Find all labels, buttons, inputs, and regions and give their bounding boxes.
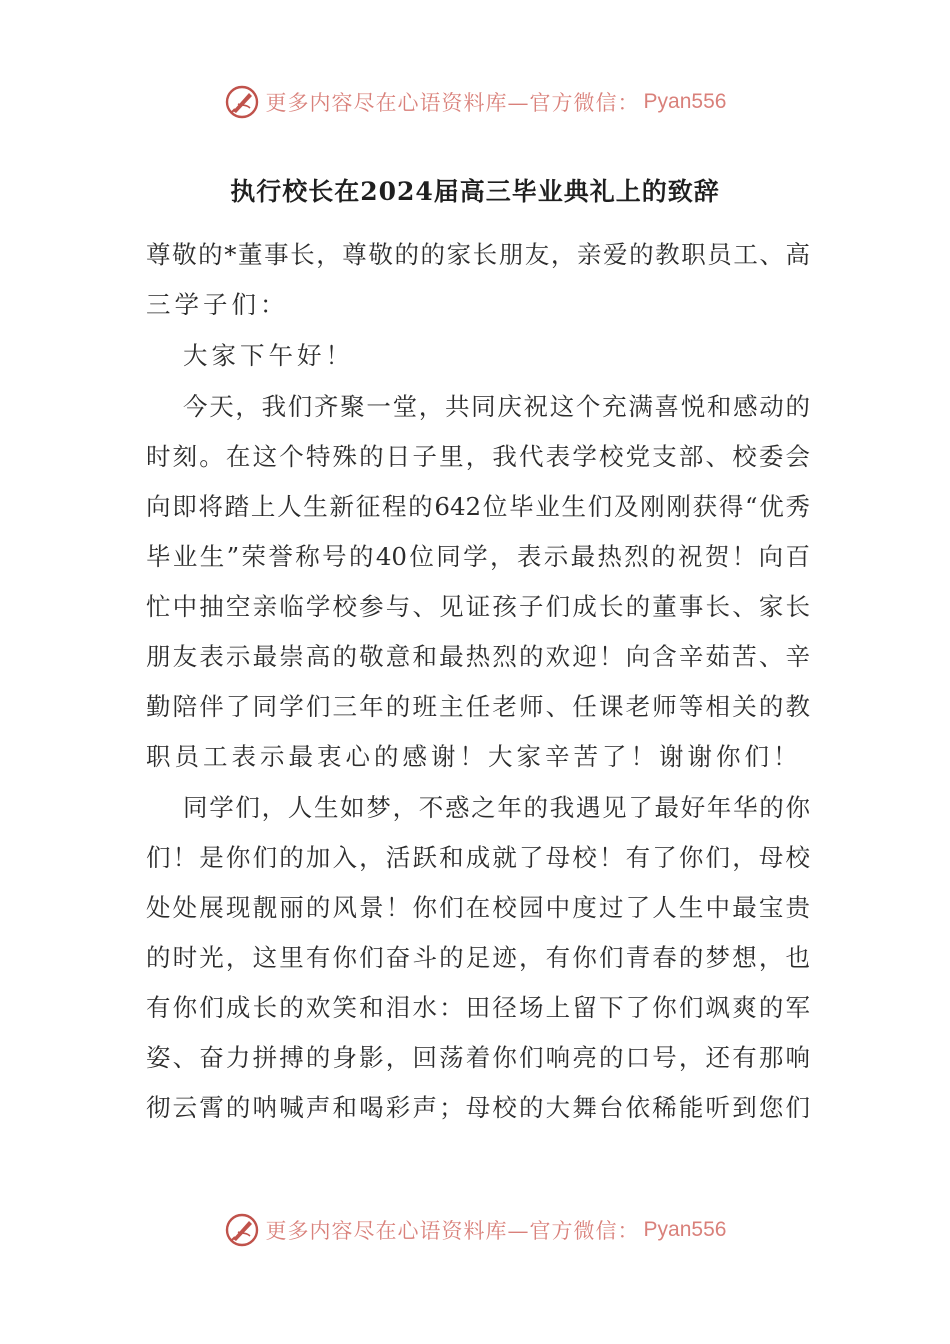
text-line: 同学们，人生如梦，不惑之年的我遇见了最好年华的你 xyxy=(183,793,810,822)
wechat-id: Pyan556 xyxy=(643,1218,727,1241)
text-line: 们！是你们的加入，活跃和成就了母校！有了你们，母校 xyxy=(146,843,810,872)
text-line: 职员工表示最衷心的感谢！大家辛苦了！谢谢你们！ xyxy=(146,742,802,771)
text-line: 彻云霄的呐喊声和喝彩声；母校的大舞台依稀能听到您们 xyxy=(146,1093,810,1122)
text-line: 处处展现靓丽的风景！你们在校园中度过了人生中最宝贵 xyxy=(146,893,810,922)
text-line: 向即将踏上人生新征程的642位毕业生们及刚刚获得“优秀 xyxy=(146,492,810,521)
text-line: 三学子们： xyxy=(146,290,289,319)
banner-text: 更多内容尽在心语资料库—官方微信： xyxy=(265,1219,640,1243)
text-line: 时刻。在这个特殊的日子里，我代表学校党支部、校委会 xyxy=(146,442,810,471)
quill-seal-icon xyxy=(224,84,260,120)
text-line: 今天，我们齐聚一堂，共同庆祝这个充满喜悦和感动的 xyxy=(183,392,810,421)
text-line: 忙中抽空亲临学校参与、见证孩子们成长的董事长、家长 xyxy=(146,592,810,621)
text-line: 朋友表示最崇高的敬意和最热烈的欢迎！向含辛茹苦、辛 xyxy=(146,642,810,671)
text-line: 毕业生”荣誉称号的40位同学，表示最热烈的祝贺！向百 xyxy=(146,542,810,571)
text-line: 勤陪伴了同学们三年的班主任老师、任课老师等相关的教 xyxy=(146,692,810,721)
text-line: 姿、奋力拼搏的身影，回荡着你们响亮的口号，还有那响 xyxy=(146,1043,810,1072)
quill-seal-icon xyxy=(224,1212,260,1248)
document-title: 执行校长在2024届高三毕业典礼上的致辞 xyxy=(230,177,720,206)
text-line: 大家下午好！ xyxy=(183,341,354,370)
text-line: 的时光，这里有你们奋斗的足迹，有你们青春的梦想，也 xyxy=(146,943,810,972)
wechat-id: Pyan556 xyxy=(643,90,727,113)
footer-banner xyxy=(0,1208,950,1252)
banner-text: 更多内容尽在心语资料库—官方微信： xyxy=(265,91,640,115)
header-banner xyxy=(0,80,950,124)
text-line: 有你们成长的欢笑和泪水：田径场上留下了你们飒爽的军 xyxy=(146,993,810,1022)
text-line: 尊敬的*董事长，尊敬的的家长朋友，亲爱的教职员工、高 xyxy=(146,240,810,269)
